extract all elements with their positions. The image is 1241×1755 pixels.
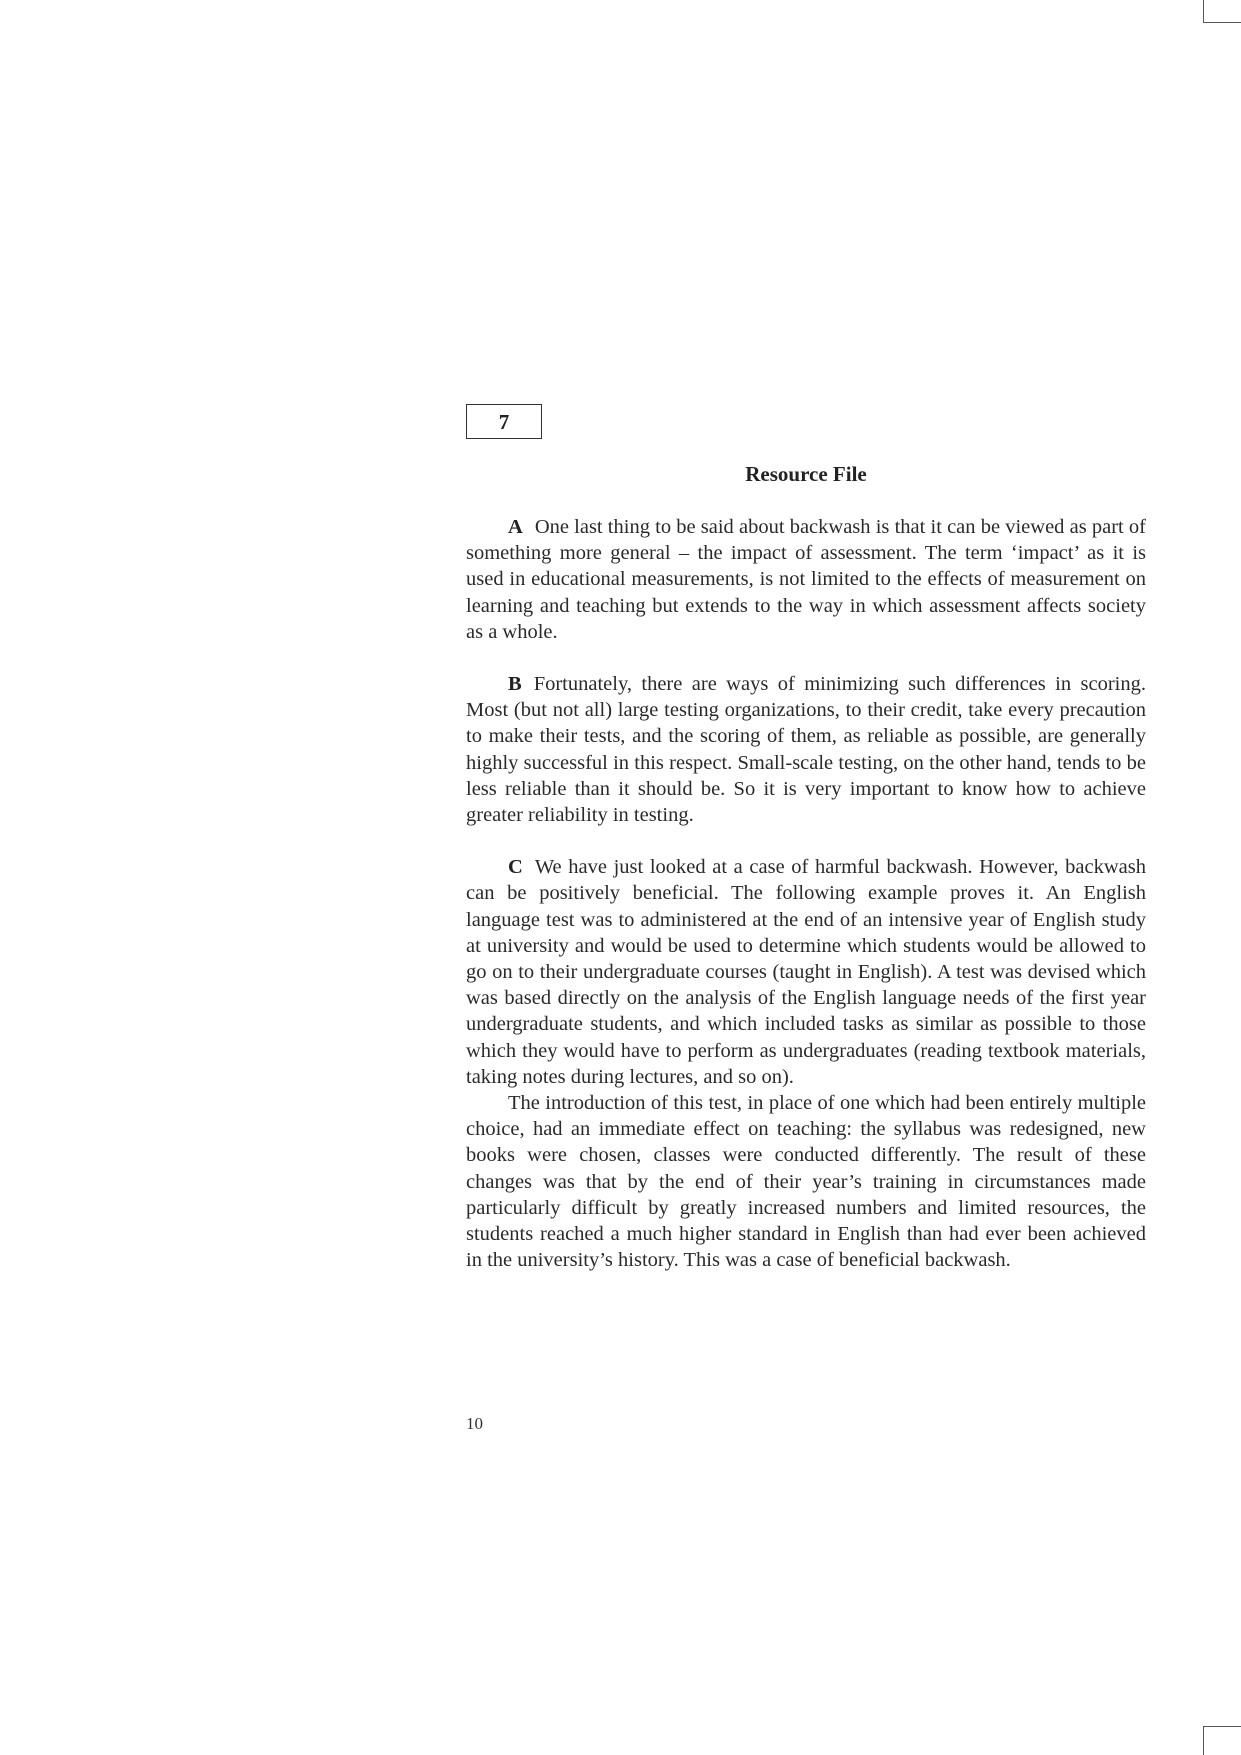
unit-number-box: 7 — [466, 404, 542, 439]
section-c — [466, 854, 1146, 1273]
section-letter: C — [508, 856, 523, 879]
paragraph-text: Fortunately, there are ways of minimizing such differences in scoring. Most (but not all) large testing organizations, to their credit, take every precaution to make their tests, and the scoring of them, as reliable as possible, are generally highly successful in this respect. Small-scale testing, on the other hand, tends to be less reliable than it should be. So it is very important to know how to achieve greater reliability in testing. — [466, 673, 1146, 827]
page-number: 10 — [466, 1414, 483, 1433]
section-b — [466, 671, 1146, 828]
section-letter: A — [508, 516, 523, 538]
section-letter: B — [508, 673, 522, 696]
text-body — [466, 514, 1146, 1299]
crop-mark-bottom-horizontal — [1203, 1726, 1241, 1727]
paragraph-text: We have just looked at a case of harmful backwash. However, backwash can be positively beneficial. The following example proves it. An English language test was to administered at the end of an intensive year of English study at university and would be used to determine which students would be allowed to go on to their undergraduate courses (taught in English). A test was devised which was based directly on the analysis of the English language needs of the first year undergraduate students, and which included tasks as similar as possible to those which they would have to perform as undergraduates (reading textbook materials, taking notes during lectures, and so on). — [466, 856, 1146, 1088]
paragraph-text: One last thing to be said about backwash is that it can be viewed as part of something more general – the impact of assessment. The term ‘impact’ as it is used in educational measurements, is not limited to the effects of measurement on learning and teaching but extends to the way in which assessment affects society as a whole. — [466, 516, 1146, 643]
crop-mark-top-vertical — [1203, 0, 1204, 22]
section-a-paragraph-1 — [466, 514, 1146, 645]
section-b-paragraph-1 — [466, 671, 1146, 828]
section-c-paragraph-2 — [466, 1090, 1146, 1273]
section-c-paragraph-1 — [466, 854, 1146, 1090]
crop-mark-top-horizontal — [1203, 22, 1241, 23]
section-a — [466, 514, 1146, 645]
page-title: Resource File — [745, 462, 867, 486]
paragraph-text: The introduction of this test, in place of one which had been entirely multiple choice, had an immediate effect on teaching: the syllabus was redesigned, new books were chosen, classes were conducted differently. The result of these changes was that by the end of their year’s training in circumstances made particularly difficult by greatly increased numbers and limited resources, the students reached a much higher standard in English than had ever been achieved in the university’s history. This was a case of beneficial backwash. — [466, 1092, 1146, 1272]
crop-mark-bottom-vertical — [1203, 1726, 1204, 1755]
